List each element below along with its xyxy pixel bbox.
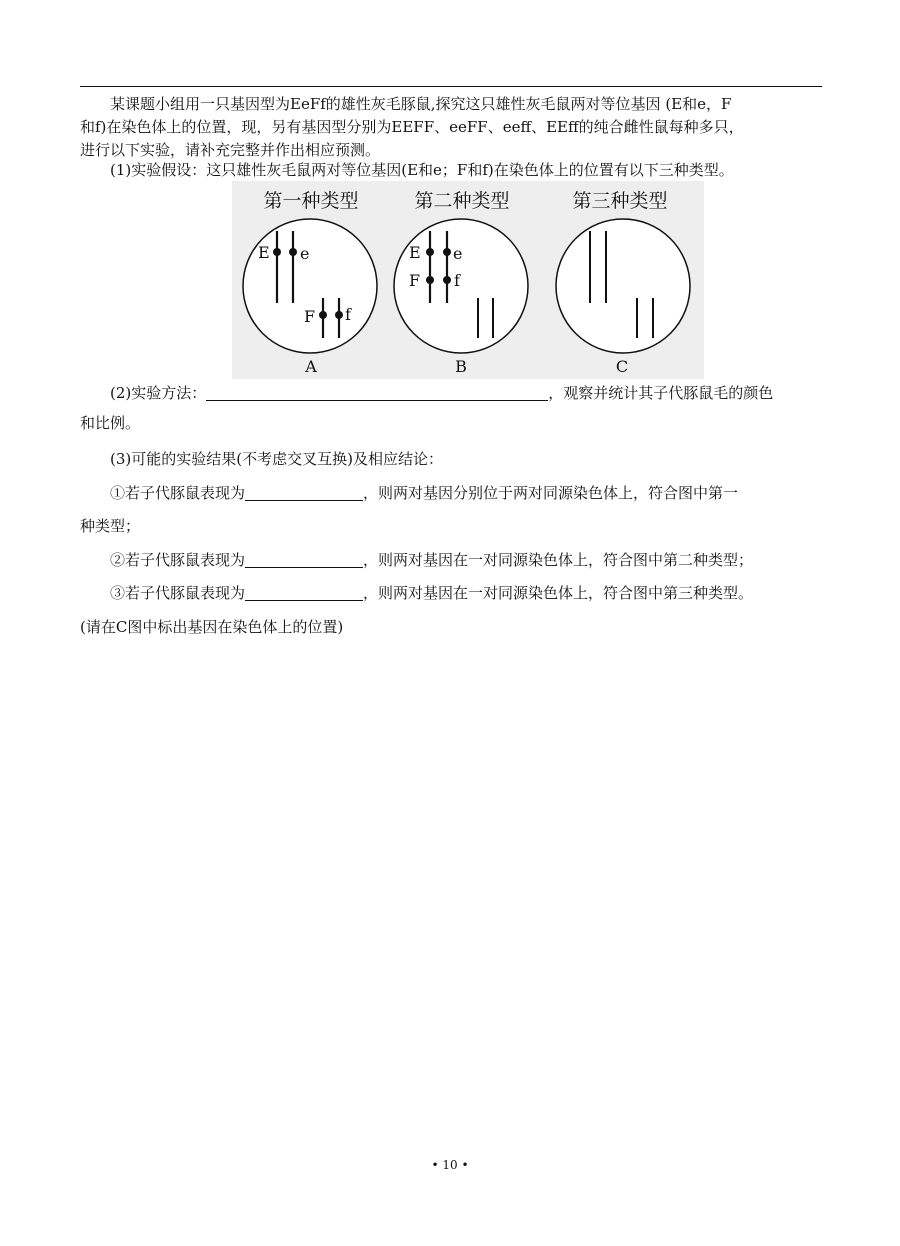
- gene-label: F: [409, 271, 421, 290]
- gene-label: e: [300, 244, 310, 263]
- panel-a-title: 第一种类型: [263, 190, 359, 212]
- gene-locus-dot: [426, 248, 434, 256]
- gene-locus-dot: [319, 311, 327, 319]
- gene-label: f: [345, 305, 351, 324]
- result-3-answer-blank[interactable]: [245, 584, 363, 601]
- gene-locus-dot: [426, 276, 434, 284]
- gene-locus-dot: [289, 248, 297, 256]
- intro-line-1: 某课题小组用一只基因型为EeFf的雄性灰毛豚鼠,探究这只雄性灰毛鼠两对等位基因 (E和e，F: [110, 95, 732, 113]
- result-1-line-1: ①若子代豚鼠表现为 ，则两对基因分别位于两对同源染色体上，符合图中第一: [110, 484, 739, 502]
- gene-label: E: [258, 243, 270, 262]
- gene-locus-dot: [273, 248, 281, 256]
- panel-a: [243, 190, 377, 376]
- intro-line-3: 进行以下实验，请补充完整并作出相应预测。: [80, 141, 381, 159]
- results-title: (3)可能的实验结果(不考虑交叉互换)及相应结论：: [110, 450, 443, 468]
- hypothesis-text: (1)实验假设：这只雄性灰毛鼠两对等位基因(E和e；F和f)在染色体上的位置有以下三种类型。: [110, 161, 734, 179]
- chromosome-figure: [232, 181, 704, 379]
- panel-a-cell: [243, 219, 377, 353]
- panel-c-cell: [556, 219, 690, 353]
- result-2-answer-blank[interactable]: [245, 551, 363, 568]
- gene-locus-dot: [335, 311, 343, 319]
- gene-label: f: [454, 271, 460, 290]
- panel-a-letter: A: [305, 357, 317, 376]
- panel-c-title: 第三种类型: [572, 190, 668, 212]
- panel-c: [556, 190, 690, 376]
- result-2-line: ②若子代豚鼠表现为 ，则两对基因在一对同源染色体上，符合图中第二种类型；: [110, 551, 754, 569]
- method-answer-blank[interactable]: [206, 384, 548, 401]
- result-3-line: ③若子代豚鼠表现为 ，则两对基因在一对同源染色体上，符合图中第三种类型。: [110, 584, 754, 602]
- method-line-1: (2)实验方法： ，观察并统计其子代豚鼠毛的颜色: [110, 384, 774, 402]
- result-1-line-2: 种类型；: [80, 517, 141, 535]
- note-text: (请在C图中标出基因在染色体上的位置): [80, 618, 344, 636]
- gene-label: E: [409, 243, 421, 262]
- panel-b: [394, 190, 528, 376]
- gene-locus-dot: [443, 276, 451, 284]
- panel-b-title: 第二种类型: [414, 190, 510, 212]
- intro-line-2: 和f)在染色体上的位置，现，另有基因型分别为EEFF、eeFF、eeff、EEff的纯合雌性鼠每种多只，: [80, 118, 744, 136]
- gene-locus-dot: [443, 248, 451, 256]
- header-rule: [80, 86, 822, 87]
- gene-label: e: [453, 244, 463, 263]
- method-line-2: 和比例。: [80, 414, 141, 432]
- gene-label: F: [304, 307, 316, 326]
- panel-c-letter: C: [615, 357, 629, 376]
- panel-b-letter: B: [455, 357, 467, 376]
- page-number: • 10 •: [431, 1158, 469, 1172]
- result-1-answer-blank[interactable]: [245, 484, 363, 501]
